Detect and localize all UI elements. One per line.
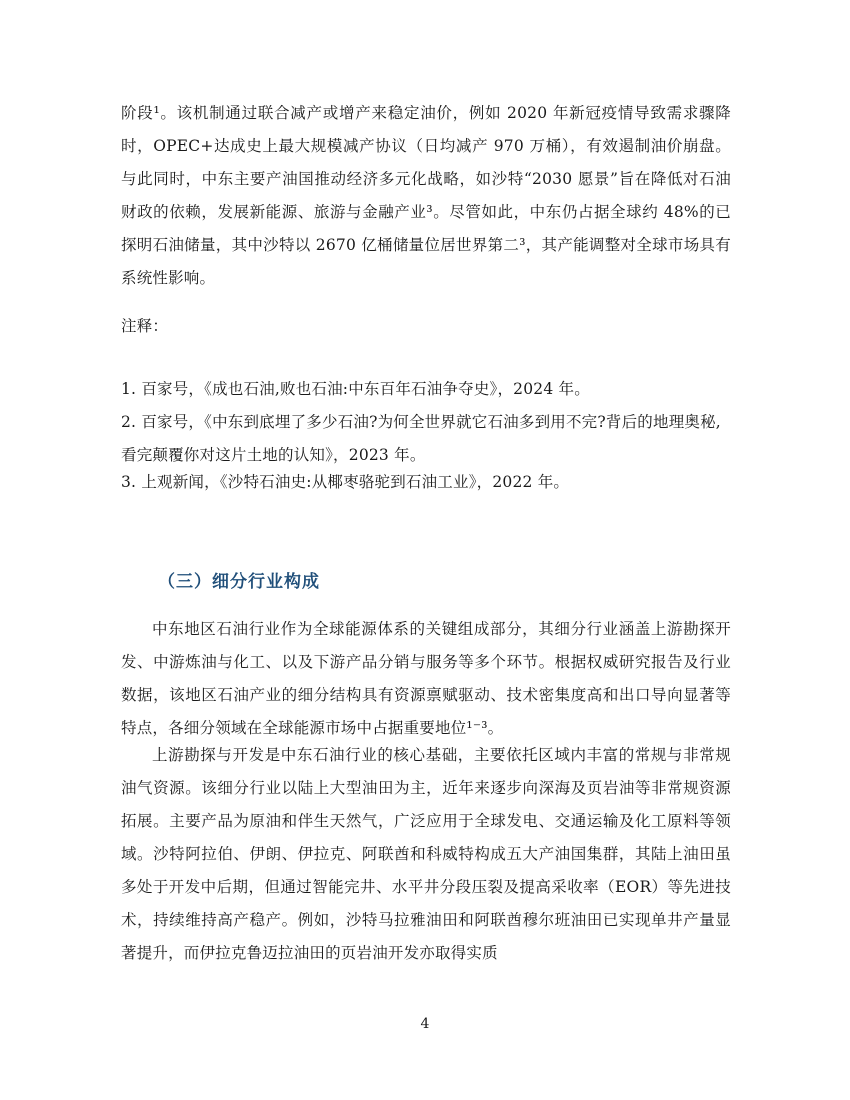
page-number: 4: [420, 1016, 430, 1032]
note-item-1: 1. 百家号，《成也石油,败也石油:中东百年石油争夺史》，2024 年。: [121, 380, 590, 398]
notes-label: 注释：: [121, 317, 169, 335]
note-item-3: 3. 上观新闻，《沙特石油史:从椰枣骆驼到石油工业》，2022 年。: [121, 473, 570, 491]
section-heading: （三）细分行业构成: [158, 572, 320, 592]
note-item-2: 2. 百家号，《中东到底埋了多少石油?为何全世界就它石油多到用不完?背后的地理奥秘,看完颠覆你对这片土地的认知》，2023 年。: [121, 413, 721, 464]
section-paragraph-2: 上游勘探与开发是中东石油行业的核心基础，主要依托区域内丰富的常规与非常规油气资源。该细分行业以陆上大型油田为主，近年来逐步向深海及页岩油等非常规资源拓展。主要产品为原油和伴生天然气，广泛应用于全球发电、交通运输及化工原料等领域。沙特阿拉伯、伊朗、伊拉克、阿联酋和科威特构成五大产油国集群，其陆上油田虽多处于开发中后期，但通过智能完井、水平井分段压裂及提高采收率（EOR）等先进技术，持续维持高产稳产。例如，沙特马拉雅油田和阿联酋穆尔班油田已实现单井产量显著提升，而伊拉克鲁迈拉油田的页岩油开发亦取得实质: [121, 746, 731, 962]
intro-paragraph: 阶段¹。该机制通过联合减产或增产来稳定油价，例如 2020 年新冠疫情导致需求骤降时，OPEC+达成史上最大规模减产协议（日均减产 970 万桶），有效遏制油价崩盘。与此同时，中东主要产油国推动经济多元化战略，如沙特“2030 愿景”旨在降低对石油财政的依赖，发展新能源、旅游与金融产业³。尽管如此，中东仍占据全球约 48%的已探明石油储量，其中沙特以 2670 亿桶储量位居世界第二³，其产能调整对全球市场具有系统性影响。: [121, 104, 731, 287]
section-paragraph-1: 中东地区石油行业作为全球能源体系的关键组成部分，其细分行业涵盖上游勘探开发、中游炼油与化工、以及下游产品分销与服务等多个环节。根据权威研究报告及行业数据，该地区石油产业的细分结构具有资源禀赋驱动、技术密集度高和出口导向显著等特点，各细分领域在全球能源市场中占据重要地位¹⁻³。: [121, 620, 731, 737]
